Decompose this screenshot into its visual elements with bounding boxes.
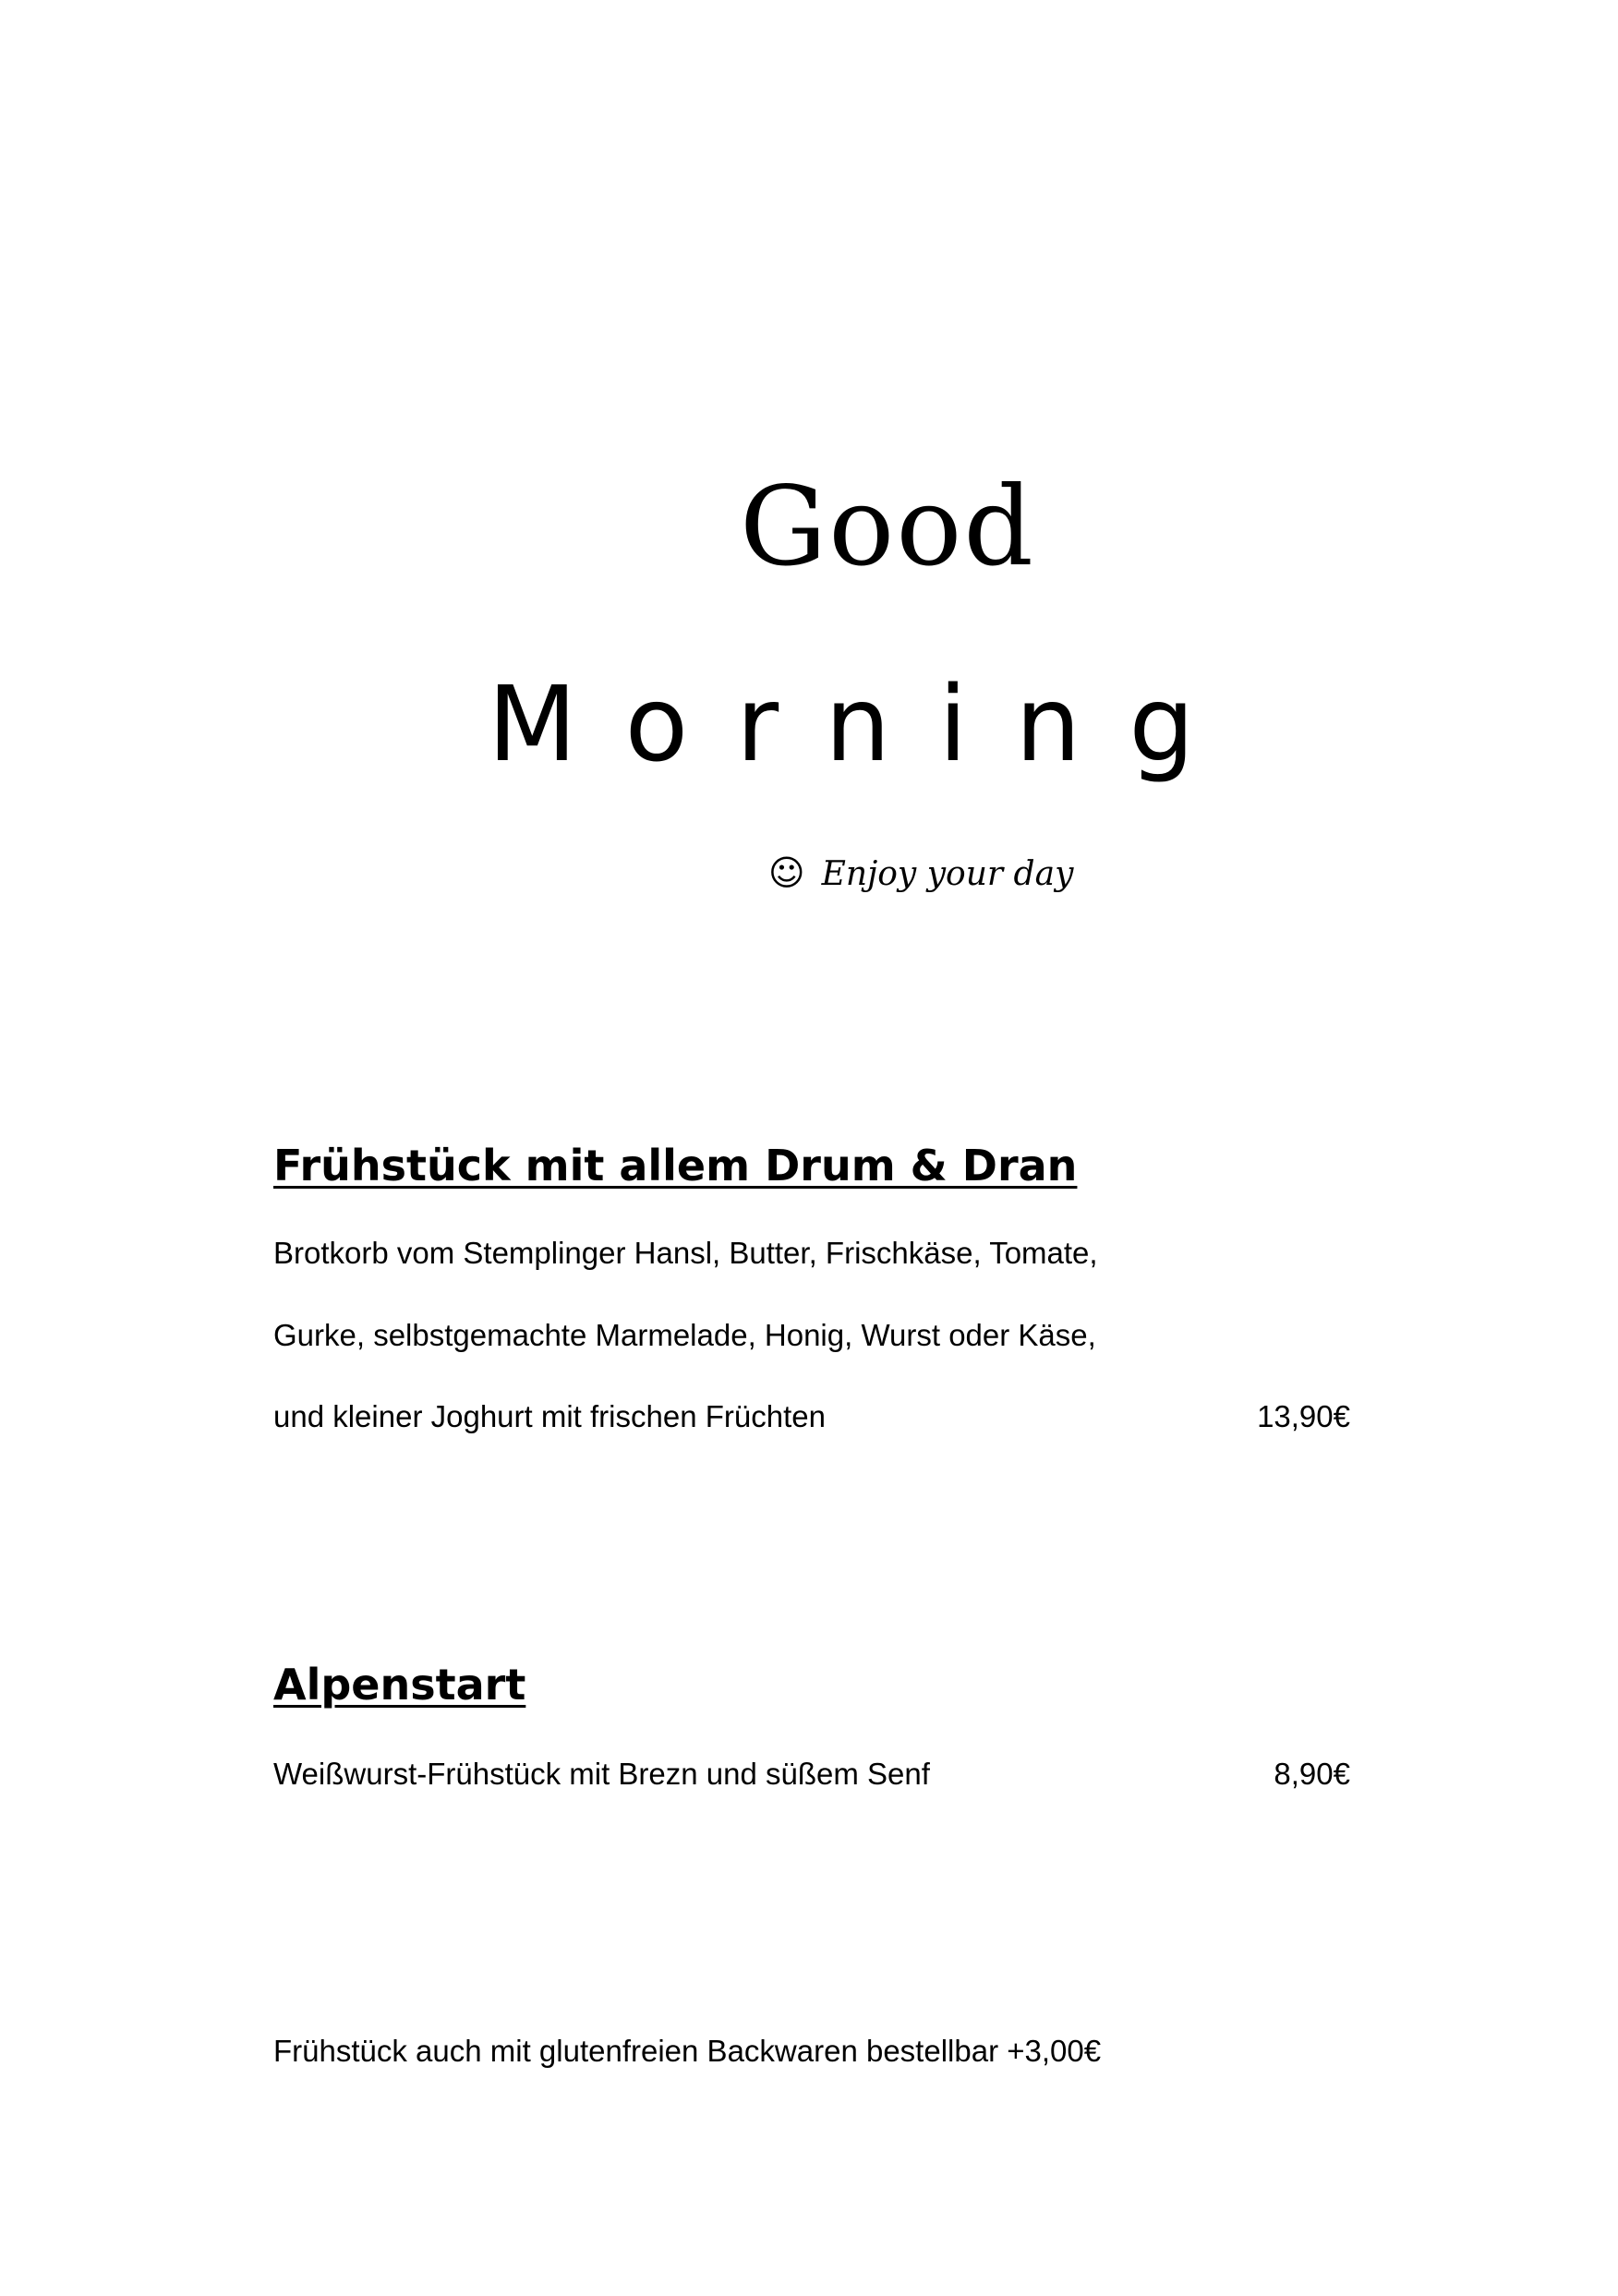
tagline <box>768 845 1073 902</box>
page-title-morning: Morning <box>488 665 1243 785</box>
section-line: Weißwurst-Frühstück mit Brezn und süßem Senf <box>273 1757 930 1791</box>
price-label: 8,90€ <box>1274 1757 1350 1791</box>
price-label: 13,90€ <box>1257 1399 1350 1433</box>
page-title-good: Good <box>740 463 1035 590</box>
section-title-alpenstart: Alpenstart <box>273 1660 526 1710</box>
section-line: Gurke, selbstgemachte Marmelade, Honig, Wurst oder Käse, <box>273 1318 1096 1352</box>
section-line: und kleiner Joghurt mit frischen Früchten <box>273 1399 826 1433</box>
gluten-free-note: Frühstück auch mit glutenfreien Backwaren bestellbar +3,00€ <box>273 2034 1102 2068</box>
smiley-icon: ☺ <box>768 852 805 893</box>
section-title-fruehstueck: Frühstück mit allem Drum & Dran <box>273 1141 1078 1190</box>
tagline-text: Enjoy your day <box>821 855 1074 893</box>
section-line: Brotkorb vom Stemplinger Hansl, Butter, Frischkäse, Tomate, <box>273 1236 1098 1270</box>
